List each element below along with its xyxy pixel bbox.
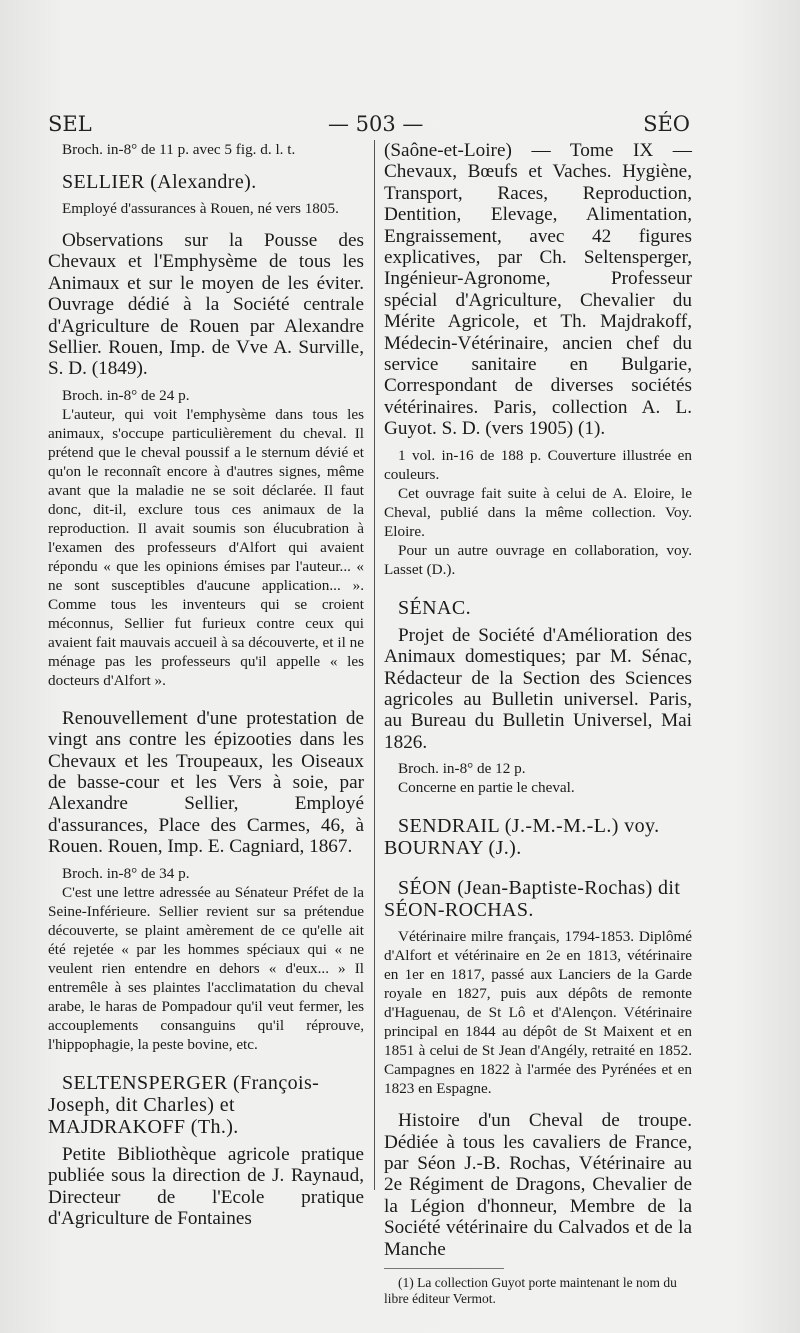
entry-title-histoire: Histoire d'un Cheval de troupe. Dédiée à tous les cavaliers de France, par Séon J.-B. Rochas, Vétérinaire au 2e Régiment de Dragons, Chevalier de la Légion d'honneur, Membre de la Société vétérinaire du Calvados et de la Manche <box>384 1110 692 1260</box>
entry-title-observations: Observations sur la Pousse des Chevaux et l'Emphysème de tous les Animaux et sur le moyen de les éviter. Ouvrage dédié à la Société centrale d'Agriculture de Rouen par Alexandre Sellier. Rouen, Imp. de Vve A. Surville, S. D. (1849). <box>48 230 364 380</box>
entry-title-continued: (Saône-et-Loire) — Tome IX — Chevaux, Bœufs et Vaches. Hygiène, Transport, Races, Reproduction, Dentition, Elevage, Alimentation, Engraissement, avec 42 figures explicatives, par Ch. Seltensperger, Ingénieur-Agronome, Professeur spécial d'Agriculture, Chevalier du Mérite Agricole, et Th. Majdrakoff, Médecin-Vétérinaire, ancien chef du service sanitaire en Bulgarie, Correspondant de diverses sociétés vétérinaires. Paris, collection A. L. Guyot. S. D. (vers 1905) (1). <box>384 140 692 440</box>
entry-format-note: Broch. in-8° de 11 p. avec 5 fig. d. l. t. <box>62 141 296 158</box>
running-head <box>48 112 690 140</box>
footnote: (1) La collection Guyot porte maintenant le nom du libre éditeur Vermot. <box>384 1274 677 1306</box>
footnote-rule <box>384 1268 504 1269</box>
running-head-right: SÉO <box>643 112 690 136</box>
left-column <box>48 140 364 1229</box>
entry-comment: Concerne en partie le cheval. <box>398 779 575 797</box>
entry-heading-sellier: SELLIER (Alexandre). <box>62 171 257 193</box>
entry-format-note: Broch. in-8° de 24 p. <box>62 386 190 404</box>
entry-heading-seltensperger: SELTENSPERGER (François-Joseph, dit Charles) et MAJDRAKOFF (Th.). <box>48 1071 320 1138</box>
column-divider <box>374 140 375 1190</box>
page-number: — 503 — <box>328 112 424 136</box>
entry-heading-sendrail: SENDRAIL (J.-M.-M.-L.) voy. BOURNAY (J.). <box>384 815 660 860</box>
entry-title-petite-bibliotheque: Petite Bibliothèque agricole pratique publiée sous la direction de J. Raynaud, Directeur de l'Ecole pratique d'Agriculture de Fontaines <box>48 1143 364 1229</box>
entry-heading-senac: SÉNAC. <box>398 596 471 619</box>
entry-comment: L'auteur, qui voit l'emphysème dans tous les animaux, s'occupe particulièrement du cheval. Il prétend que le cheval poussif a le sternum dévié et qu'on le reconnaît encore à d'autres signes, même avant que la maladie ne se soit déclarée. Il faut donc, dit-il, exclure tous ces animaux de la reproduction. Il avait soumis son élucubration à l'examen des professeurs d'Alfort qui avaient répondu « que les opinions émises par l'auteur... « ne sont susceptibles d'aucune application... ». Comme tous les inventeurs qui se croient méconnus, Sellier fut furieux contre ceux qui avaient fait mauvais accueil à sa découverte, et il ne ménage pas les professeurs qu'il appelle « les docteurs d'Alfort ». <box>48 405 364 689</box>
entry-heading-seon: SÉON (Jean-Baptiste-Rochas) dit SÉON-ROCHAS. <box>384 877 681 922</box>
entry-format-note: Broch. in-8° de 34 p. <box>62 864 190 882</box>
running-head-left: SEL <box>48 112 92 136</box>
right-column <box>384 140 692 1307</box>
author-bio: Employé d'assurances à Rouen, né vers 1805. <box>62 200 339 217</box>
entry-format-note: 1 vol. in-16 de 188 p. Couverture illustrée en couleurs. <box>384 446 692 483</box>
author-bio: Vétérinaire milre français, 1794-1853. Diplômé d'Alfort et vétérinaire en 2e en 1813, vétérinaire en 1er en 1817, passé aux Lanciers de la Garde royale en 1827, puis aux dépôts de remonte d'Haguenau, de St Lô et d'Alençon. Vétérinaire principal en 1844 au dépôt de St Maixent et en 1851 à celui de St Jean d'Angély, retraité en 1852. Campagnes en 1822 à l'armée des Pyrénées et en 1823 en Espagne. <box>384 928 692 1098</box>
entry-format-note: Broch. in-8° de 12 p. <box>398 760 526 778</box>
entry-title-projet: Projet de Société d'Amélioration des Animaux domestiques; par M. Sénac, Rédacteur de la Section des Sciences agricoles au Bulletin universel. Paris, au Bureau du Bulletin Universel, Mai 1826. <box>384 624 692 753</box>
entry-title-renouvellement: Renouvellement d'une protestation de vingt ans contre les épizooties dans les Chevaux et les Troupeaux, les Oiseaux de basse-cour et les Vers à soie, par Alexandre Sellier, Employé d'assurances, Place des Carmes, 46, à Rouen. Rouen, Imp. E. Cagniard, 1867. <box>48 707 364 858</box>
entry-comment: Cet ouvrage fait suite à celui de A. Eloire, le Cheval, publié dans la même collection. Voy. Eloire. <box>384 484 692 540</box>
entry-comment: C'est une lettre adressée au Sénateur Préfet de la Seine-Inférieure. Sellier revient sur sa prétendue découverte, se plaint amèrement de ce qu'elle ait été rejetée « par les hommes spéciaux qui « ne veulent rien entendre en dehors « d'eux... » Il entremêle à ses plaintes l'acclimatation du cheval arabe, le haras de Pompadour qu'il veut fermer, les accouplements consanguins qu'il réprouve, l'hippophagie, la peste bovine, etc. <box>48 883 364 1053</box>
entry-comment: Pour un autre ouvrage en collaboration, voy. Lasset (D.). <box>384 541 692 578</box>
